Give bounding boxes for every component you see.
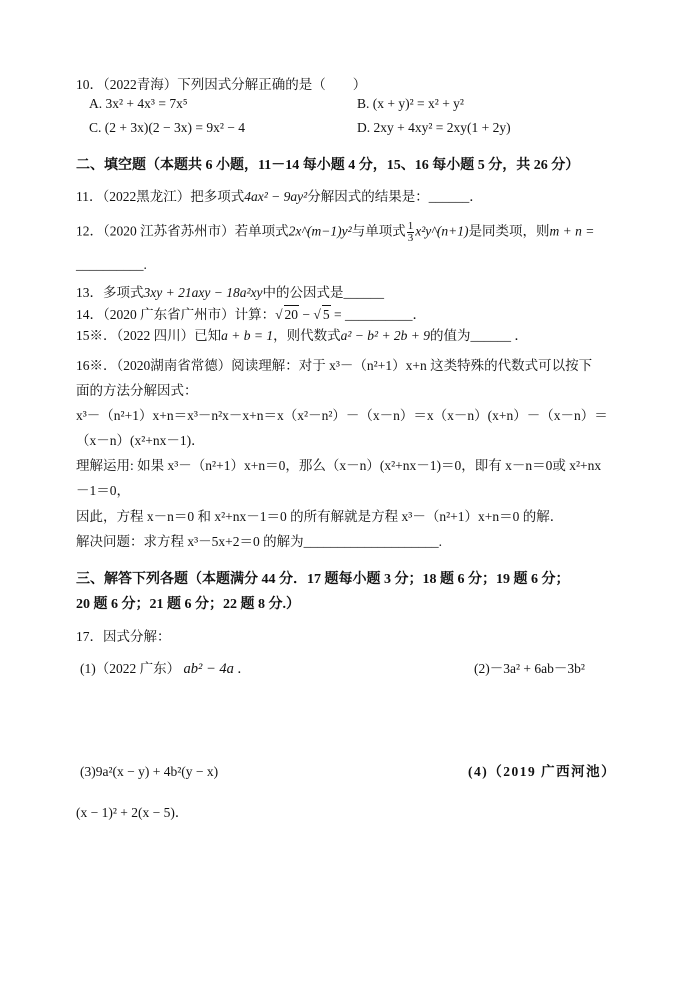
q11-suffix: 分解因式的结果是：______． xyxy=(307,189,483,204)
sqrt-symbol: √ xyxy=(275,307,283,322)
q14-radicand-1: 20 xyxy=(284,307,299,322)
equals-sign: = xyxy=(330,307,345,322)
minus-sign: − xyxy=(299,307,314,322)
q14 xyxy=(76,305,426,324)
q13-expr: 3xy + 21axy − 18a²xy xyxy=(143,285,263,300)
q17-part-2: (2)－3a² + 6ab－3b² xyxy=(474,661,585,676)
q15-condition: a + b = 1 xyxy=(221,328,274,343)
q17-part-4-expr: (x − 1)² + 2(x − 5)． xyxy=(76,805,189,820)
q12-frac-den: 3 xyxy=(407,232,414,244)
q12-prefix: 12．（2020 江苏省苏州市）若单项式 xyxy=(76,223,289,239)
q17-p1-tail: ． xyxy=(237,661,251,676)
q16-line-8: 解决问题：求方程 x³－5x+2＝0 的解为____________________. xyxy=(76,534,443,549)
q12-suffix: 是同类项，则 xyxy=(468,223,550,239)
q17-part-3: (3)9a²(x − y) + 4b²(y − x) xyxy=(80,764,219,779)
q16-line-4: （x－n）(x²+nx－1)． xyxy=(76,433,205,448)
q15-suffix: 的值为______ ． xyxy=(430,328,528,343)
q17-title: 17．因式分解： xyxy=(76,629,171,644)
q12-term1: 2x^(m−1)y² xyxy=(288,223,352,239)
q16-line-1: 16※．（2020湖南省常德）阅读理解：对于 x³－（n²+1）x+n 这类特殊的代数式可以按下 xyxy=(76,358,593,373)
q12-answer-line: __________. xyxy=(76,257,147,272)
q13 xyxy=(76,284,384,302)
sqrt-symbol: √ xyxy=(313,307,321,322)
section3-heading-line-1: 三、解答下列各题（本题满分 44 分．17 题每小题 3 分；18 题 6 分；19 题 6 分； xyxy=(76,572,570,587)
q16-line-3: x³－（n²+1）x+n＝x³－n²x－x+n＝x（x²－n²）－（x－n）＝x（x－n）(x+n）－（x－n）＝ xyxy=(76,408,608,423)
q12-tail-expr: m + n = xyxy=(549,223,595,239)
q11-expr: 4ax² − 9ay² xyxy=(244,189,308,204)
q12 xyxy=(76,221,594,244)
q13-suffix: 中的公因式是______ xyxy=(262,285,384,300)
q16-line-5: 理解运用: 如果 x³－（n²+1）x+n＝0，那么（x－n）(x²+nx－1)＝0，即有 x－n＝0或 x²+nx xyxy=(76,458,602,473)
q17-part-1 xyxy=(80,660,251,678)
q16-line-2: 面的方法分解因式： xyxy=(76,383,198,398)
q17-p1-expr: ab² − 4a xyxy=(183,661,234,677)
section2-heading: 二、填空题（本题共 6 小题，11－14 每小题 4 分，15、16 每小题 5 分，共 26 分） xyxy=(76,158,580,173)
q16-line-6: －1＝0， xyxy=(76,483,130,498)
section3-heading-line-2: 20 题 6 分；21 题 6 分；22 题 8 分.） xyxy=(76,597,300,612)
q10-option-a: A. 3x² + 4x³ = 7x⁵ xyxy=(89,96,188,111)
q15-mid: ，则代数式 xyxy=(273,328,341,343)
q14-radicand-2: 5 xyxy=(322,307,330,322)
q12-term2: x²y^(n+1) xyxy=(415,223,469,239)
q10-stem: 10．（2022青海）下列因式分解正确的是（ ） xyxy=(76,77,367,92)
q11 xyxy=(76,188,483,206)
q12-fraction xyxy=(407,221,415,244)
q14-prefix: 14．（2020 广东省广州市）计算： xyxy=(76,307,276,322)
q16-line-7: 因此，方程 x－n＝0 和 x²+nx－1＝0 的所有解就是方程 x³－（n²+1）x+n＝0 的解． xyxy=(76,509,564,524)
q17-part-4-label: (4)（2019 广西河池） xyxy=(468,764,617,779)
q10-option-d: D. 2xy + 4xy² = 2xy(1 + 2y) xyxy=(357,120,511,135)
q17-p1-label: (1)（2022 广东） xyxy=(80,661,181,676)
q12-frac-num: 1 xyxy=(407,220,414,232)
q10-option-b: B. (x + y)² = x² + y² xyxy=(357,96,464,111)
q11-prefix: 11．（2022黑龙江）把多项式 xyxy=(76,189,245,204)
q15-prefix: 15※．（2022 四川）已知 xyxy=(76,328,222,343)
q10-option-c: C. (2 + 3x)(2 − 3x) = 9x² − 4 xyxy=(89,120,245,135)
q12-mid: 与单项式 xyxy=(351,223,406,239)
q15-expr: a² − b² + 2b + 9 xyxy=(340,328,431,343)
q15 xyxy=(76,327,528,345)
q14-suffix: __________． xyxy=(344,307,426,322)
q13-prefix: 13．多项式 xyxy=(76,285,144,300)
